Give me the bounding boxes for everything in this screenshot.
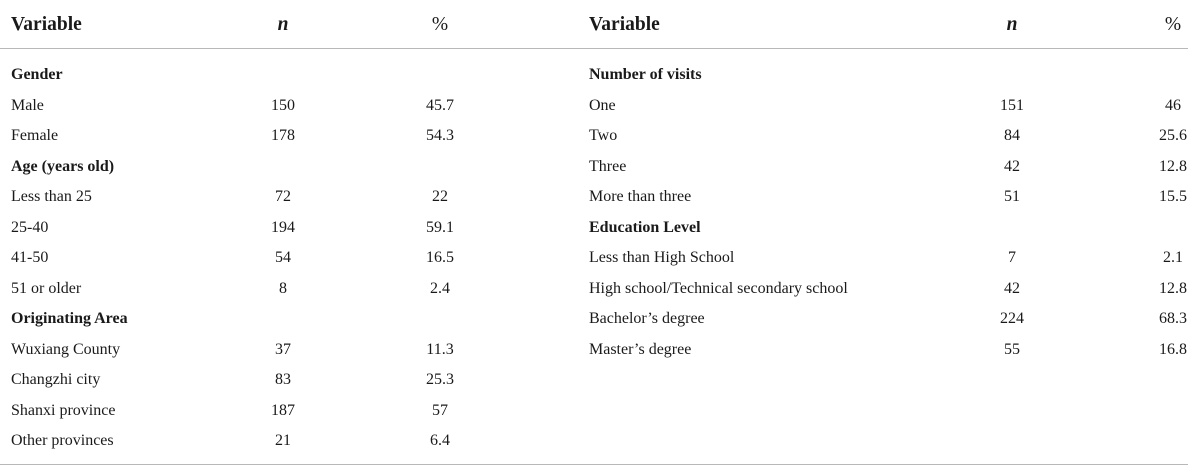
right-header-variable: Variable	[589, 14, 660, 35]
right-group-heading: Number of visits	[589, 66, 702, 83]
right-row-pct: 16.8	[1159, 340, 1187, 358]
right-row-label: Bachelor’s degree	[589, 310, 705, 327]
left-row-pct: 45.7	[426, 96, 454, 114]
left-row-pct: 16.5	[426, 249, 454, 266]
right-row-pct: 46	[1165, 96, 1181, 114]
left-row-n: 54	[275, 249, 291, 266]
right-row-label: Three	[589, 157, 627, 175]
right-row-n: 7	[1008, 249, 1016, 266]
right-row-n: 42	[1004, 279, 1020, 297]
left-row-pct: 6.4	[430, 432, 450, 449]
left-row-n: 72	[275, 188, 291, 205]
right-group-heading: Education Level	[589, 218, 701, 236]
left-row-n: 21	[275, 432, 291, 449]
left-header-variable: Variable	[11, 14, 82, 35]
left-row-pct: 54.3	[426, 127, 454, 144]
right-row-pct: 15.5	[1159, 188, 1187, 205]
left-row-label: Changzhi city	[11, 371, 101, 388]
right-row-label: Less than High School	[589, 249, 735, 266]
right-row-label: One	[589, 96, 616, 114]
right-row-n: 224	[1000, 310, 1024, 327]
left-header-pct: %	[431, 14, 449, 35]
left-row-label: Other provinces	[11, 432, 114, 449]
left-row-pct: 2.4	[430, 279, 450, 297]
right-row-n: 55	[1004, 340, 1020, 358]
left-group-heading: Originating Area	[11, 310, 128, 327]
left-row-label: 25-40	[11, 218, 49, 236]
left-row-label: 41-50	[11, 249, 49, 266]
right-row-n: 151	[1000, 96, 1024, 114]
right-row-pct: 12.8	[1159, 157, 1187, 175]
left-row-pct: 11.3	[426, 340, 454, 358]
right-header-n: n	[1006, 14, 1018, 35]
left-row-n: 8	[279, 279, 287, 297]
left-row-label: 51 or older	[11, 279, 82, 297]
left-row-pct: 22	[432, 188, 448, 205]
left-group-heading: Age (years old)	[11, 157, 115, 175]
right-row-n: 84	[1004, 127, 1020, 144]
left-header-n: n	[277, 14, 289, 35]
left-row-label: Male	[11, 96, 44, 114]
right-row-label: More than three	[589, 188, 692, 205]
right-row-pct: 2.1	[1163, 249, 1183, 266]
left-row-n: 194	[271, 218, 295, 236]
left-row-n: 37	[275, 340, 291, 358]
right-row-label: Master’s degree	[589, 340, 692, 358]
left-row-n: 178	[271, 127, 295, 144]
left-row-n: 150	[271, 96, 295, 114]
left-group-heading: Gender	[11, 66, 63, 83]
left-row-label: Shanxi province	[11, 401, 116, 419]
left-row-label: Female	[11, 127, 59, 144]
left-row-pct: 57	[432, 401, 448, 419]
header-rule	[0, 48, 1188, 49]
right-row-label: Two	[589, 127, 618, 144]
right-row-pct: 68.3	[1159, 310, 1187, 327]
right-row-pct: 25.6	[1159, 127, 1187, 144]
right-row-label: High school/Technical secondary school	[589, 279, 848, 297]
right-row-pct: 12.8	[1159, 279, 1187, 297]
bottom-rule	[0, 464, 1188, 465]
left-row-pct: 25.3	[426, 371, 454, 388]
left-row-n: 83	[275, 371, 291, 388]
left-row-pct: 59.1	[426, 218, 454, 236]
right-row-n: 42	[1004, 157, 1020, 175]
left-row-label: Less than 25	[11, 188, 92, 205]
right-header-pct: %	[1164, 14, 1182, 35]
right-row-n: 51	[1004, 188, 1020, 205]
left-row-label: Wuxiang County	[11, 340, 121, 358]
left-row-n: 187	[271, 401, 295, 419]
